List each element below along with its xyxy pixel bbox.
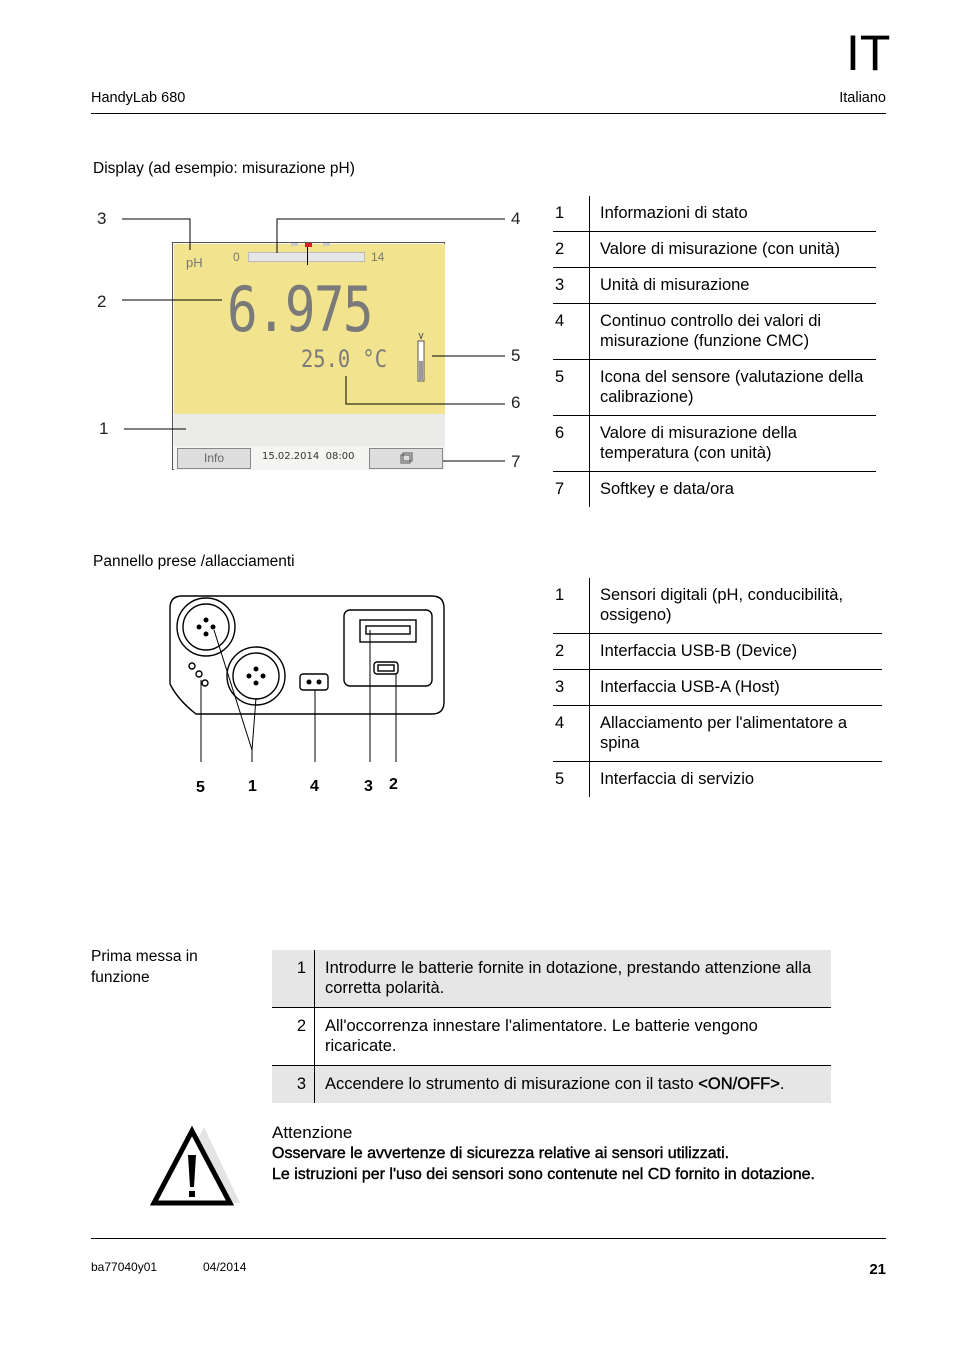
scale-min: 0 [233, 250, 240, 264]
table-row: 3 Accendere lo strumento di misurazione con il tasto <ON/OFF>. [272, 1066, 831, 1104]
table-row: 4 Allacciamento per l'alimentatore a spina [553, 706, 882, 762]
language-name: Italiano [839, 90, 886, 106]
display-legend-table [553, 196, 876, 507]
table-row: 4 Continuo controllo dei valori di misurazione (funzione CMC) [553, 304, 876, 360]
page-number: 21 [869, 1261, 886, 1278]
softkey-info-button[interactable]: Info [177, 448, 251, 469]
socket-legend-table [553, 578, 882, 797]
temperature-value: 25.0 °C [301, 345, 387, 373]
table-row: 1 Introdurre le batterie fornite in dotazione, prestando attenzione alla corretta polarità. [272, 950, 831, 1008]
table-row: 7 Softkey e data/ora [553, 472, 876, 508]
callout-7: 7 [511, 452, 521, 471]
table-row: 2 Valore di misurazione (con unità) [553, 232, 876, 268]
scale-max: 14 [371, 250, 385, 264]
table-row: 3 Unità di misurazione [553, 268, 876, 304]
socket-panel-drawing [160, 590, 460, 810]
callout-5: 5 [511, 346, 521, 365]
measured-value: 6.975 [227, 273, 372, 346]
socket-section-title: Pannello prese /allacciamenti [93, 553, 295, 570]
warning-icon [150, 1125, 242, 1207]
callout-2: 2 [97, 292, 107, 311]
unit-label: pH [186, 255, 203, 270]
table-row: 3 Interfaccia USB-A (Host) [553, 670, 882, 706]
socket-callout-5: 5 [196, 779, 205, 796]
startup-section-title: Prima messa in funzione [91, 948, 198, 986]
document-date: 04/2014 [203, 1260, 247, 1274]
table-row: 1 Informazioni di stato [553, 196, 876, 232]
table-row: 2 All'occorrenza innestare l'alimentatore. Le batterie vengono ricaricate. [272, 1008, 831, 1066]
language-code: IT [846, 25, 891, 81]
callout-3: 3 [97, 209, 107, 228]
warning-line-1: Osservare le avvertenze di sicurezza relative ai sensori utilizzati. [272, 1145, 730, 1162]
table-row: 1 Sensori digitali (pH, conducibilità, ossigeno) [553, 578, 882, 634]
table-row: 5 Interfaccia di servizio [553, 762, 882, 798]
callout-1: 1 [99, 419, 109, 438]
table-row: 5 Icona del sensore (valutazione della calibrazione) [553, 360, 876, 416]
table-row: 6 Valore di misurazione della temperatura (con unità) [553, 416, 876, 472]
socket-callout-3: 3 [364, 778, 373, 795]
product-name: HandyLab 680 [91, 90, 186, 106]
footer-divider [91, 1238, 886, 1239]
on-off-key: <ON/OFF> [698, 1075, 780, 1093]
socket-callout-1: 1 [248, 778, 257, 795]
startup-steps-table [272, 950, 831, 1103]
date-time: 15.02.2014 08:00 [262, 451, 355, 462]
socket-callout-2: 2 [389, 776, 398, 793]
document-id: ba77040y01 [91, 1260, 158, 1274]
table-row: 2 Interfaccia USB-B (Device) [553, 634, 882, 670]
socket-callout-4: 4 [310, 778, 319, 795]
warning-line-2: Le istruzioni per l'uso dei sensori sono contenute nel CD fornito in dotazione. [272, 1166, 815, 1183]
warning-title: Attenzione [272, 1123, 353, 1142]
callout-4: 4 [511, 209, 521, 228]
callout-6: 6 [511, 393, 521, 412]
display-section-title: Display (ad esempio: misurazione pH) [93, 160, 355, 177]
